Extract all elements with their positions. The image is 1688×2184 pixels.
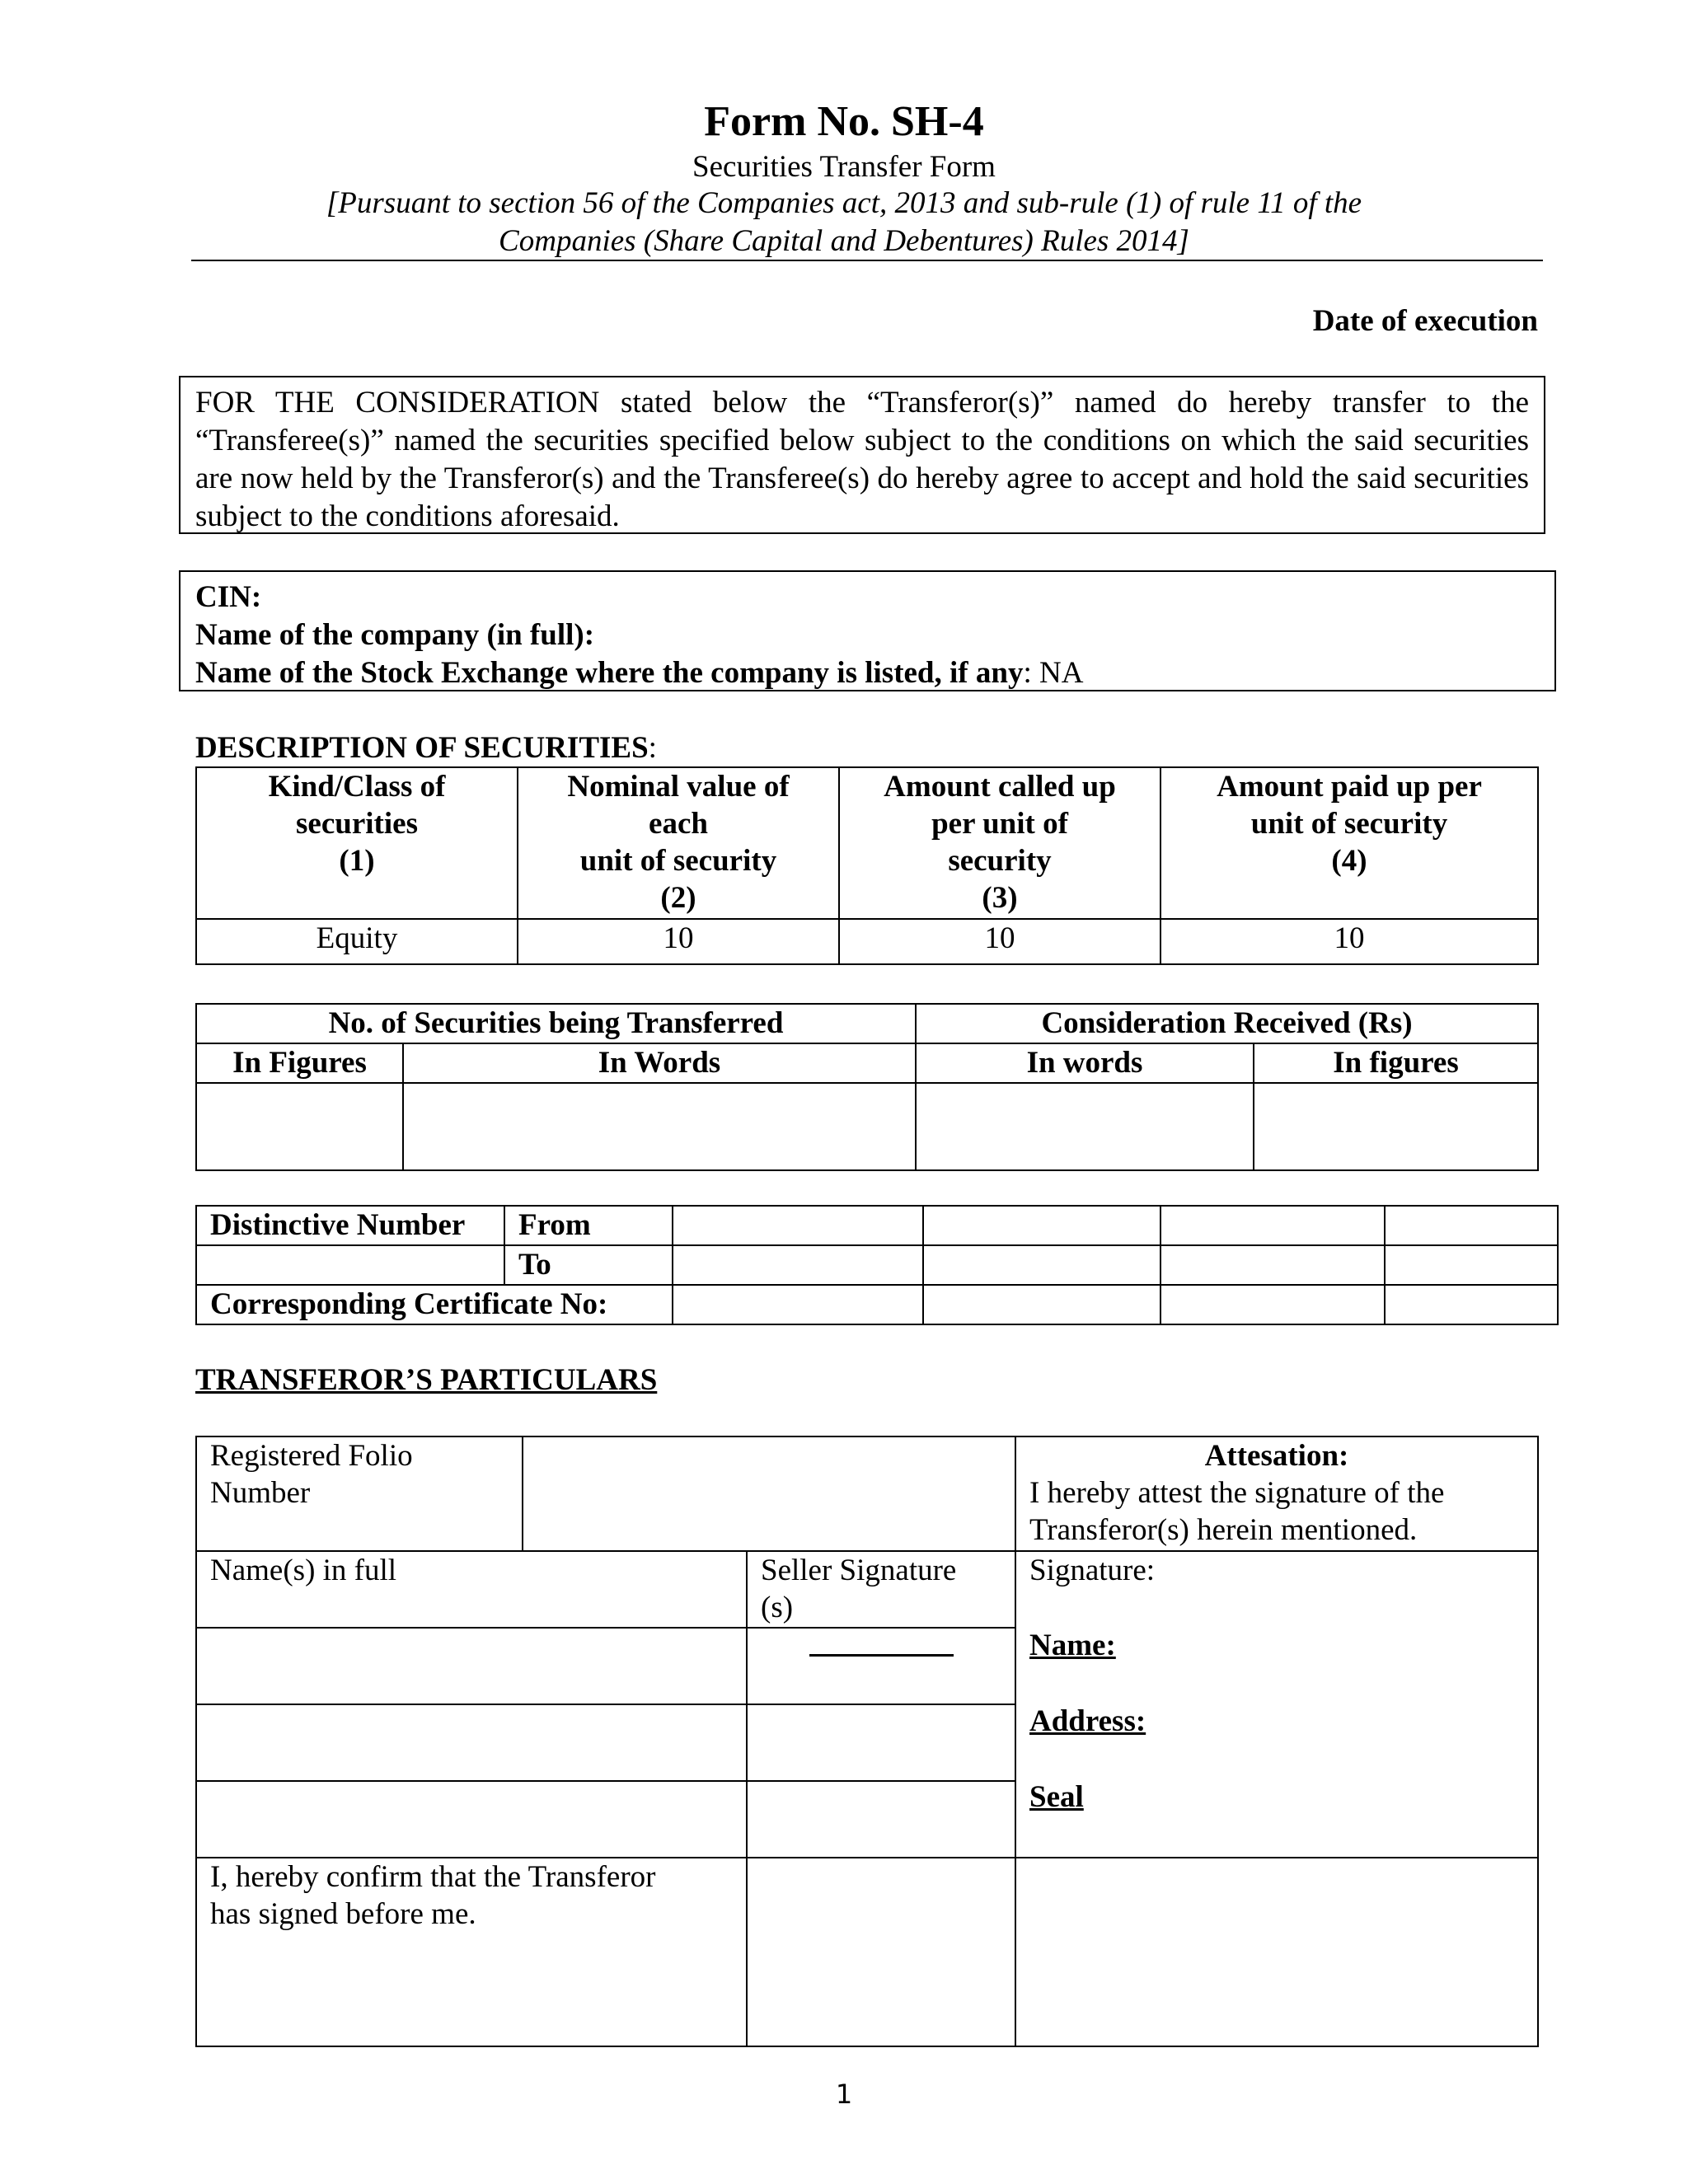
input-consideration-words[interactable] — [916, 1083, 1254, 1170]
header-nominal-value: Nominal value of each unit of security (2) — [518, 767, 839, 919]
header-kind-class: Kind/Class of securities (1) — [196, 767, 518, 919]
seller-signature-1[interactable] — [747, 1628, 1015, 1704]
description-heading: DESCRIPTION OF SECURITIES: — [195, 731, 657, 765]
from-label: From — [504, 1206, 673, 1245]
cell-paid-up: 10 — [1160, 919, 1538, 964]
folio-value[interactable] — [523, 1436, 1015, 1551]
cell-called-up: 10 — [839, 919, 1160, 964]
signature-line — [809, 1636, 954, 1657]
certificate-no-label: Corresponding Certificate No: — [196, 1285, 673, 1324]
pursuant-note — [0, 185, 1688, 260]
securities-table — [195, 766, 1539, 965]
input-in-words[interactable] — [403, 1083, 916, 1170]
attestation-cell: Attesation: I hereby attest the signature of the Transferor(s) herein mentioned. — [1015, 1436, 1538, 1551]
date-of-execution-label: Date of execution — [1312, 304, 1538, 338]
attester-details — [1015, 1551, 1538, 1858]
from-value-3[interactable] — [1160, 1206, 1385, 1245]
to-value-3[interactable] — [1160, 1245, 1385, 1285]
certificate-value-2[interactable] — [923, 1285, 1160, 1324]
header-consideration: Consideration Received (Rs) — [916, 1004, 1538, 1043]
transferor-table — [195, 1436, 1539, 2047]
cin-label: CIN: — [195, 580, 262, 614]
stock-exchange-value: : NA — [1023, 656, 1084, 690]
header-in-figures: In Figures — [196, 1043, 403, 1083]
header-in-words-2: In words — [916, 1043, 1254, 1083]
from-value-2[interactable] — [923, 1206, 1160, 1245]
seal-label: Seal — [1029, 1780, 1084, 1814]
folio-label: Registered Folio Number — [196, 1436, 523, 1551]
certificate-value-4[interactable] — [1385, 1285, 1558, 1324]
company-info-box — [179, 570, 1556, 691]
pursuant-line-1: [Pursuant to section 56 of the Companies act, 2013 and sub-rule (1) of rule 11 of the — [326, 186, 1362, 220]
header-rule — [191, 260, 1543, 261]
header-amount-called-up: Amount called up per unit of security (3) — [839, 767, 1160, 919]
confirmation-statement: I, hereby confirm that the Transferor has signed before me. — [196, 1858, 747, 2046]
signature-label: Signature: — [1029, 1554, 1156, 1587]
distinctive-number-label: Distinctive Number — [196, 1206, 504, 1245]
attester-name-label: Name: — [1029, 1629, 1116, 1662]
distinctive-number-table — [195, 1205, 1559, 1325]
form-title: Form No. SH-4 — [704, 98, 984, 145]
transferor-name-1[interactable] — [196, 1628, 747, 1704]
names-in-full-label: Name(s) in full — [196, 1551, 747, 1628]
form-subtitle: Securities Transfer Form — [692, 150, 996, 184]
page-number: 1 — [835, 2079, 853, 2110]
header-in-words: In Words — [403, 1043, 916, 1083]
input-consideration-figures[interactable] — [1254, 1083, 1538, 1170]
seller-signature-label: Seller Signature (s) — [747, 1551, 1015, 1628]
from-value-4[interactable] — [1385, 1206, 1558, 1245]
header-amount-paid-up: Amount paid up per unit of security (4) — [1160, 767, 1538, 919]
transferor-name-2[interactable] — [196, 1704, 747, 1781]
header-in-figures-2: In figures — [1254, 1043, 1538, 1083]
input-in-figures[interactable] — [196, 1083, 403, 1170]
table-row — [196, 919, 1538, 964]
to-value-2[interactable] — [923, 1245, 1160, 1285]
consideration-statement: FOR THE CONSIDERATION stated below the “Transferor(s)” named do hereby transfer to the “Transferee(s)” named the securities specified below subject to the conditions on which the said securities are now held by the Transferor(s) and the Transferee(s) do hereby agree to accept and hold the said securities subject to the conditions aforesaid. — [179, 376, 1545, 534]
to-value-4[interactable] — [1385, 1245, 1558, 1285]
pursuant-line-2: Companies (Share Capital and Debentures) Rules 2014] — [499, 224, 1189, 258]
transferor-name-3[interactable] — [196, 1781, 747, 1858]
to-value-1[interactable] — [673, 1245, 923, 1285]
cell-kind: Equity — [196, 919, 518, 964]
to-label: To — [504, 1245, 673, 1285]
transfer-table — [195, 1003, 1539, 1171]
company-name-label: Name of the company (in full): — [195, 618, 595, 652]
transferor-heading: TRANSFEROR’S PARTICULARS — [195, 1363, 658, 1397]
attestation-title: Attesation: — [1204, 1439, 1349, 1473]
header-no-securities: No. of Securities being Transferred — [196, 1004, 916, 1043]
attester-address-label: Address: — [1029, 1704, 1146, 1738]
cell-nominal: 10 — [518, 919, 839, 964]
seller-signature-2[interactable] — [747, 1704, 1015, 1781]
from-value-1[interactable] — [673, 1206, 923, 1245]
confirmation-signature[interactable] — [747, 1858, 1015, 2046]
confirmation-blank[interactable] — [1015, 1858, 1538, 2046]
seller-signature-3[interactable] — [747, 1781, 1015, 1858]
certificate-value-1[interactable] — [673, 1285, 923, 1324]
stock-exchange-label: Name of the Stock Exchange where the company is listed, if any — [195, 656, 1024, 690]
certificate-value-3[interactable] — [1160, 1285, 1385, 1324]
